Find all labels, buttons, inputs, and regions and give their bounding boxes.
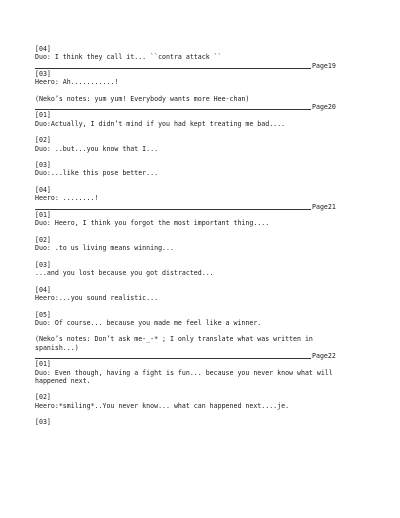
- page-number-label: Page22: [312, 351, 336, 360]
- blank-line: [35, 252, 365, 260]
- dialogue-line: Heero: Ah...........!: [35, 78, 119, 87]
- page-separator: [35, 103, 365, 111]
- dialogue-line: ...and you lost because you got distracted...: [35, 269, 214, 278]
- blank-line: [35, 385, 365, 393]
- separator-rule: [35, 68, 311, 69]
- panel-marker: [02]: [35, 393, 51, 402]
- blank-line: [35, 178, 365, 186]
- blank-line: [35, 228, 365, 236]
- dialogue-line: happened next.: [35, 376, 91, 385]
- separator-rule: [35, 209, 311, 210]
- dialogue-line: spanish...): [35, 343, 79, 352]
- dialogue-line: Duo: ..but...you know that I...: [35, 144, 159, 153]
- blank-line: [35, 327, 365, 335]
- dialogue-line: Duo: Even though, having a fight is fun... because you never know what will: [35, 368, 333, 377]
- blank-line: [35, 86, 365, 94]
- panel-marker: [02]: [35, 136, 51, 145]
- dialogue-line: (Neko’s notes: Don’t ask me-_-* ; I only translate what was written in: [35, 335, 313, 344]
- dialogue-line: Duo:Actually, I didn’t mind if you had kept treating me bad....: [35, 119, 286, 128]
- panel-marker: [03]: [35, 418, 51, 427]
- page-number-label: Page19: [312, 61, 336, 70]
- dialogue-line: Duo: I think they call it... ``contra attack ``: [35, 53, 222, 62]
- separator-rule: [35, 109, 311, 110]
- document-body: [35, 45, 365, 427]
- dialogue-line: Duo: Heero, I think you forgot the most important thing....: [35, 219, 270, 228]
- panel-marker: [03]: [35, 260, 51, 269]
- panel-marker: [03]: [35, 161, 51, 170]
- blank-line: [35, 410, 365, 418]
- dialogue-line: Duo: .to us living means winning...: [35, 244, 174, 253]
- page-separator: [35, 62, 365, 70]
- panel-marker: [03]: [35, 69, 51, 78]
- page-separator: [35, 203, 365, 211]
- panel-marker: [04]: [35, 186, 51, 195]
- blank-line: [35, 128, 365, 136]
- panel-marker: [01]: [35, 111, 51, 120]
- panel-marker: [04]: [35, 285, 51, 294]
- blank-line: [35, 302, 365, 310]
- dialogue-line: Duo:...like this pose better...: [35, 169, 159, 178]
- blank-line: [35, 277, 365, 285]
- panel-marker: [05]: [35, 310, 51, 319]
- panel-marker: [01]: [35, 210, 51, 219]
- separator-rule: [35, 358, 311, 359]
- panel-marker: [04]: [35, 45, 51, 53]
- page-number-label: Page20: [312, 103, 336, 112]
- dialogue-line: Duo: Of course... because you made me feel like a winner.: [35, 318, 262, 327]
- panel-marker: [01]: [35, 360, 51, 369]
- dialogue-line: Heero:*smiling*..You never know... what can happened next....je.: [35, 401, 290, 410]
- dialogue-line: Heero:...you sound realistic...: [35, 293, 159, 302]
- dialogue-line: (Neko’s notes: yum yum! Everybody wants more Hee-chan): [35, 94, 250, 103]
- page-separator: [35, 352, 365, 360]
- blank-line: [35, 153, 365, 161]
- dialogue-line: Heero: ........!: [35, 194, 99, 203]
- page-number-label: Page21: [312, 202, 336, 211]
- panel-marker: [02]: [35, 235, 51, 244]
